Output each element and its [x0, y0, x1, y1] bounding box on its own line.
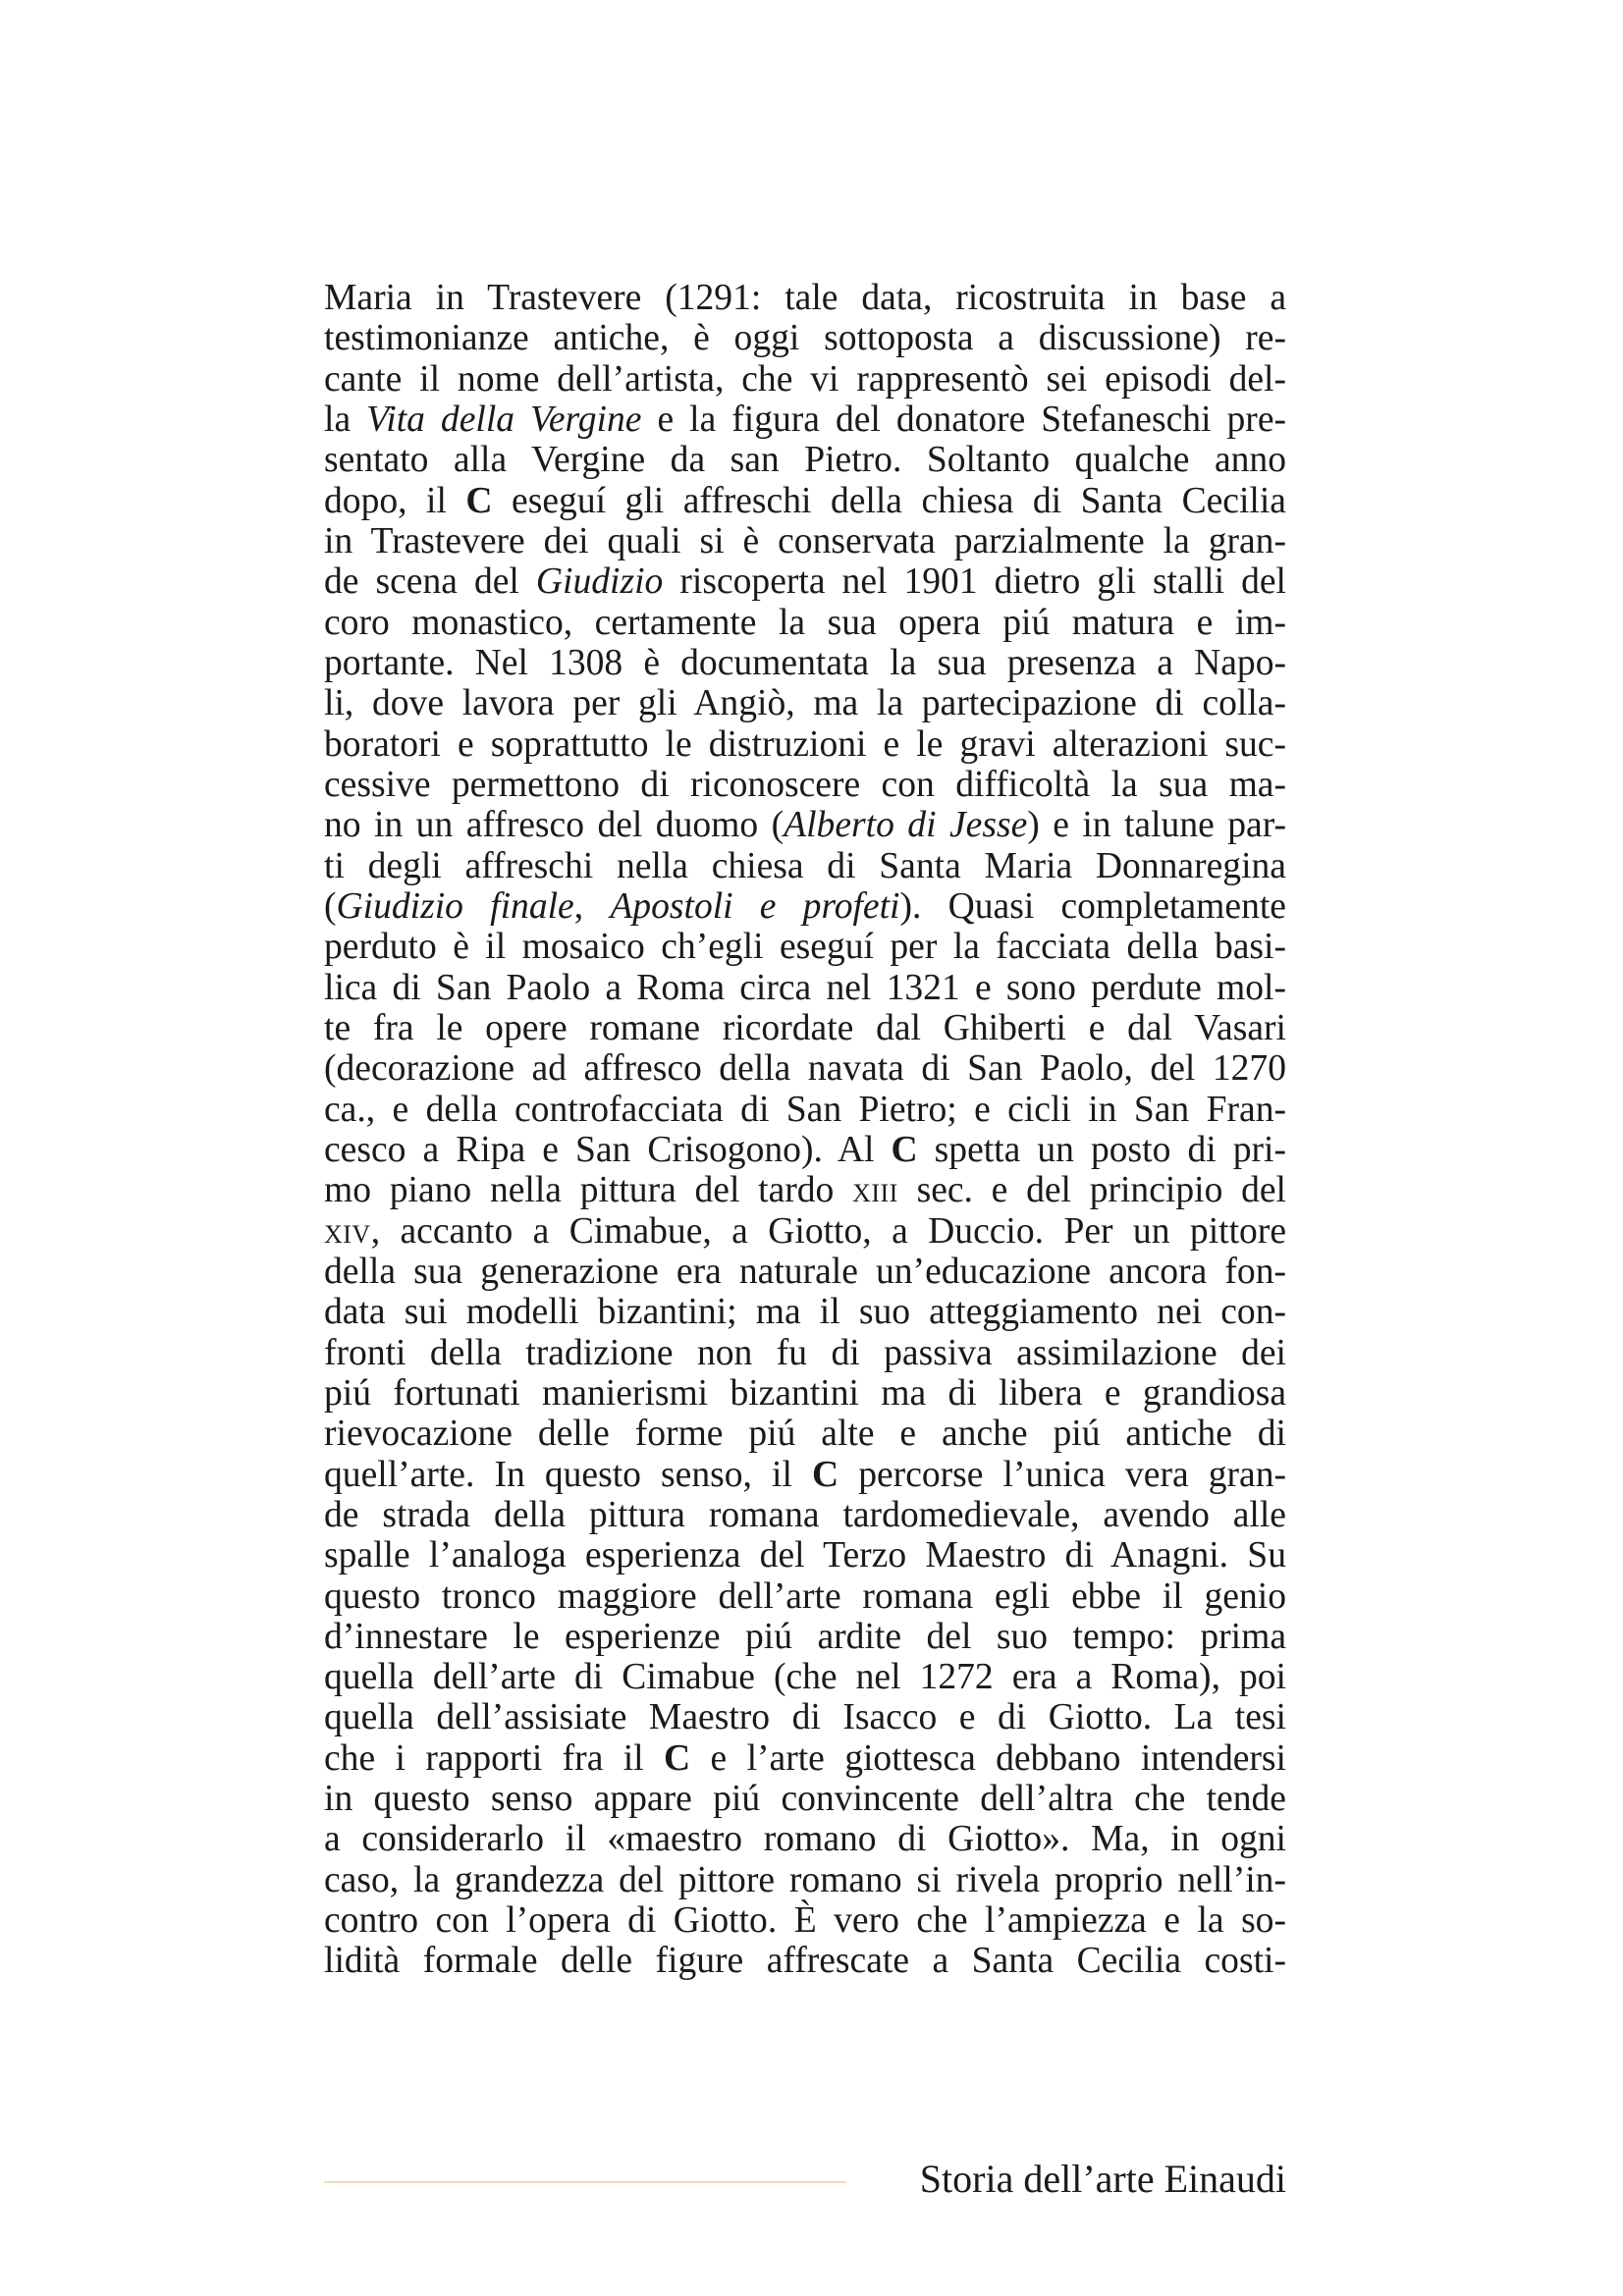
text-line: a considerarlo il «maestro romano di Giotto». Ma, in ogni	[324, 1819, 1286, 1860]
text-line: spalle l’analoga esperienza del Terzo Maestro di Anagni. Su	[324, 1535, 1286, 1576]
text-line: contro con l’opera di Giotto. È vero che l’ampiezza e la so-	[324, 1900, 1286, 1942]
text-line: in questo senso appare piú convincente dell’altra che tende	[324, 1779, 1286, 1820]
text-line: in Trastevere dei quali si è conservata parzialmente la gran-	[324, 520, 1286, 561]
text-line: boratori e soprattutto le distruzioni e le gravi alterazioni suc-	[324, 723, 1286, 765]
text-line: piú fortunati manierismi bizantini ma di libera e grandiosa	[324, 1372, 1286, 1414]
text-line: cessive permettono di riconoscere con difficoltà la sua ma-	[324, 764, 1286, 805]
text-line: data sui modelli bizantini; ma il suo atteggiamento nei con-	[324, 1292, 1286, 1333]
footer-title: Storia dell’arte Einaudi	[919, 2157, 1286, 2201]
text-line: cesco a Ripa e San Crisogono). Al C spetta un posto di pri-	[324, 1129, 1286, 1170]
text-line: portante. Nel 1308 è documentata la sua presenza a Napo-	[324, 642, 1286, 683]
text-line: dopo, il C eseguí gli affreschi della chiesa di Santa Cecilia	[324, 480, 1286, 521]
text-line: coro monastico, certamente la sua opera piú matura e im-	[324, 602, 1286, 643]
text-line: (Giudizio finale, Apostoli e profeti). Quasi completamente	[324, 885, 1286, 927]
text-line: no in un affresco del duomo (Alberto di Jesse) e in talune par-	[324, 805, 1286, 846]
text-line: li, dove lavora per gli Angiò, ma la partecipazione di colla-	[324, 683, 1286, 724]
footer-rule	[324, 2181, 846, 2183]
text-line: te fra le opere romane ricordate dal Ghiberti e dal Vasari	[324, 1007, 1286, 1048]
text-line: mo piano nella pittura del tardo xiii sec. e del principio del	[324, 1170, 1286, 1211]
text-line: ca., e della controfacciata di San Pietro; e cicli in San Fran-	[324, 1089, 1286, 1130]
text-line: cante il nome dell’artista, che vi rappresentò sei episodi del-	[324, 358, 1286, 400]
text-line: della sua generazione era naturale un’educazione ancora fon-	[324, 1251, 1286, 1292]
text-line: questo tronco maggiore dell’arte romana egli ebbe il genio	[324, 1575, 1286, 1617]
text-line: quell’arte. In questo senso, il C percorse l’unica vera gran-	[324, 1454, 1287, 1495]
text-line: fronti della tradizione non fu di passiva assimilazione dei	[324, 1332, 1286, 1373]
text-line: rievocazione delle forme piú alte e anche piú antiche di	[324, 1414, 1286, 1455]
text-line: de strada della pittura romana tardomedievale, avendo alle	[324, 1494, 1286, 1535]
text-line: lica di San Paolo a Roma circa nel 1321 e sono perdute mol-	[324, 967, 1286, 1008]
text-line: caso, la grandezza del pittore romano si rivela proprio nell’in-	[324, 1859, 1286, 1900]
text-line: d’innestare le esperienze piú ardite del suo tempo: prima	[324, 1616, 1286, 1657]
text-line: lidità formale delle figure affrescate a Santa Cecilia costi-	[324, 1941, 1286, 1982]
text-line: Maria in Trastevere (1291: tale data, ricostruita in base a	[324, 278, 1286, 318]
text-line: xiv, accanto a Cimabue, a Giotto, a Duccio. Per un pittore	[324, 1210, 1286, 1252]
text-line: ti degli affreschi nella chiesa di Santa Maria Donnaregina	[324, 845, 1286, 886]
text-line: testimonianze antiche, è oggi sottoposta a discussione) re-	[324, 318, 1286, 359]
text-line: de scena del Giudizio riscoperta nel 1901 dietro gli stalli del	[324, 561, 1286, 603]
text-line: quella dell’assisiate Maestro di Isacco e di Giotto. La tesi	[324, 1697, 1286, 1738]
text-line: quella dell’arte di Cimabue (che nel 1272 era a Roma), poi	[324, 1657, 1286, 1698]
text-line: perduto è il mosaico ch’egli eseguí per la facciata della basi-	[324, 927, 1286, 968]
text-line: che i rapporti fra il C e l’arte giottesca debbano intendersi	[324, 1737, 1286, 1779]
body-text	[324, 278, 1286, 1982]
text-line: sentato alla Vergine da san Pietro. Soltanto qualche anno	[324, 440, 1286, 481]
text-line: (decorazione ad affresco della navata di San Paolo, del 1270	[324, 1048, 1286, 1090]
text-line: la Vita della Vergine e la figura del donatore Stefaneschi pre-	[324, 399, 1287, 440]
